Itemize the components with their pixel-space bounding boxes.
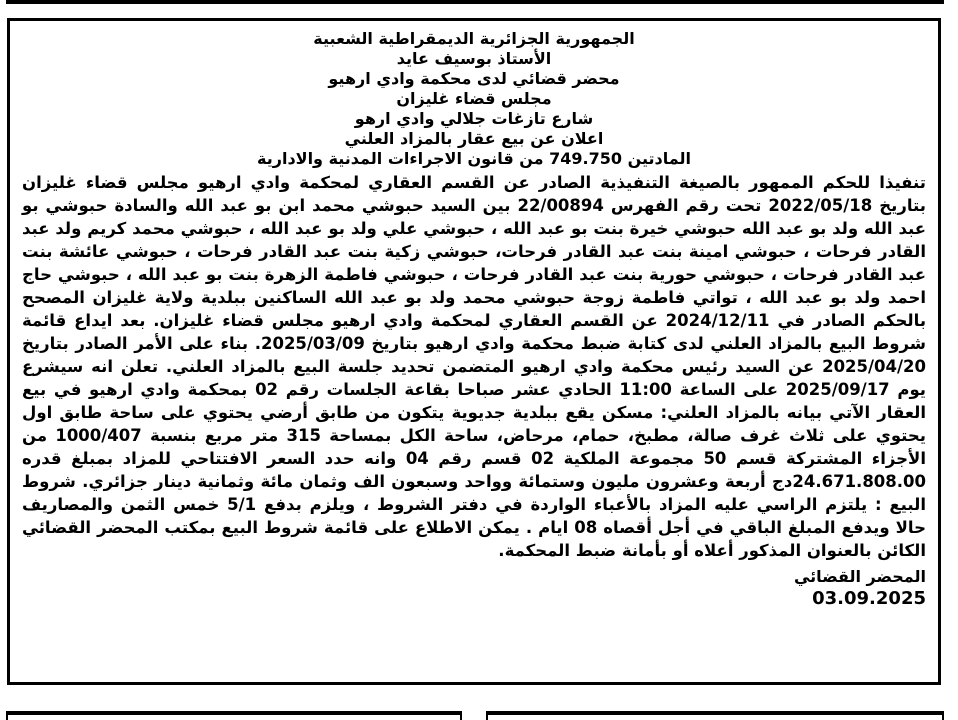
auction-notice (7, 18, 941, 685)
notice-body: تنفيذا للحكم الممهور بالصيغة التنفيذية الصادر عن القسم العقاري لمحكمة وادي ارهيو مجلس قضاء غليزان بتاريخ 2022/05/18 تحت رقم الفهرس 22/00894 بين السيد حبوشي محمد ابن بو عبد الله والسادة حبوشي بو عبد الله ولد بو عبد الله حبوشي خيرة بنت بو عبد الله ، حبوشي علي ولد بو عبد الله ، حبوشي محمد كريم ولد عبد القادر فرحات ، حبوشي امينة بنت عبد القادر فرحات، حبوشي زكية بنت عبد القادر فرحات ، حبوشي عائشة بنت عبد القادر فرحات ، حبوشي حورية بنت عبد القادر فرحات ، حبوشي فاطمة الزهرة بنت بو عبد الله ، حبوشي حاج احمد ولد بو عبد الله ، تواتي فاطمة زوجة حبوشي محمد ولد بو عبد الله الساكنين ببلدية ولاية غليزان المصحح بالحكم الصادر في 2024/12/11 عن القسم العقاري لمحكمة وادي ارهيو مجلس قضاء غليزان. بعد ايداع قائمة شروط البيع بالمزاد العلني لدى كتابة ضبط محكمة وادي ارهيو بتاريخ 2025/03/09. بناء على الأمر الصادر بتاريخ 2025/04/20 عن السيد رئيس محكمة وادي ارهيو المتضمن تحديد جلسة البيع بالمزاد العلني. تعلن انه سيشرع يوم 2025/09/17 على الساعة 11:00 الحادي عشر صباحا بقاعة الجلسات رقم 02 بمحكمة وادي ارهيو في بيع العقار الآتي بيانه بالمزاد العلني: مسكن يقع ببلدية جديوية يتكون من طابق أرضي يحتوي على ساحة طابق اول يحتوي على ثلاث غرف صالة، مطبخ، حمام، مرحاض، ساحة الكل بمساحة 315 متر مربع بنسبة 1000/407 من الأجزاء المشتركة قسم 50 مجموعة الملكية 02 قسم رقم 04 وانه حدد السعر الافتتاحي للمزاد بمبلغ قدره 24.671.808.00دج أربعة وعشرون مليون وستمائة وواحد وسبعون الف وثمان مائة وثمانية دينار جزائري. شروط البيع : يلتزم الراسي عليه المزاد بالأعباء الواردة في دفتر الشروط ، ويلزم بدفع 5/1 خمس الثمن والمصاريف حالا ويدفع المبلغ الباقي في أجل أقصاه 08 ايام . يمكن الاطلاع على قائمة شروط البيع بمكتب المحضر القضائي الكائن بالعنوان المذكور أعلاه أو بأمانة ضبط المحكمة. (22, 173, 927, 560)
notice-subject: اعلان عن بيع عقار بالمزاد العلني (344, 129, 604, 148)
judicial-council: مجلس قضاء غليزان (396, 89, 552, 108)
bailiff-office: محضر قضائي لدى محكمة وادي ارهيو (328, 69, 620, 88)
signature-date: 03.09.2025 (812, 588, 926, 609)
office-address: شارع تازغات جلالي وادي ارهو (354, 109, 594, 128)
next-notice-box-left (6, 711, 462, 720)
republic-name: الجمهورية الجزائرية الديمقراطية الشعبية (313, 29, 635, 48)
legal-articles: المادتين 749.750 من قانون الاجراءات المدنية والادارية (257, 149, 691, 168)
lawyer-name: الأستاذ بوسيف عايد (396, 49, 552, 68)
signature-title: المحضر القضائي (793, 567, 926, 586)
top-divider (6, 0, 944, 4)
next-notice-box-right (486, 711, 944, 720)
